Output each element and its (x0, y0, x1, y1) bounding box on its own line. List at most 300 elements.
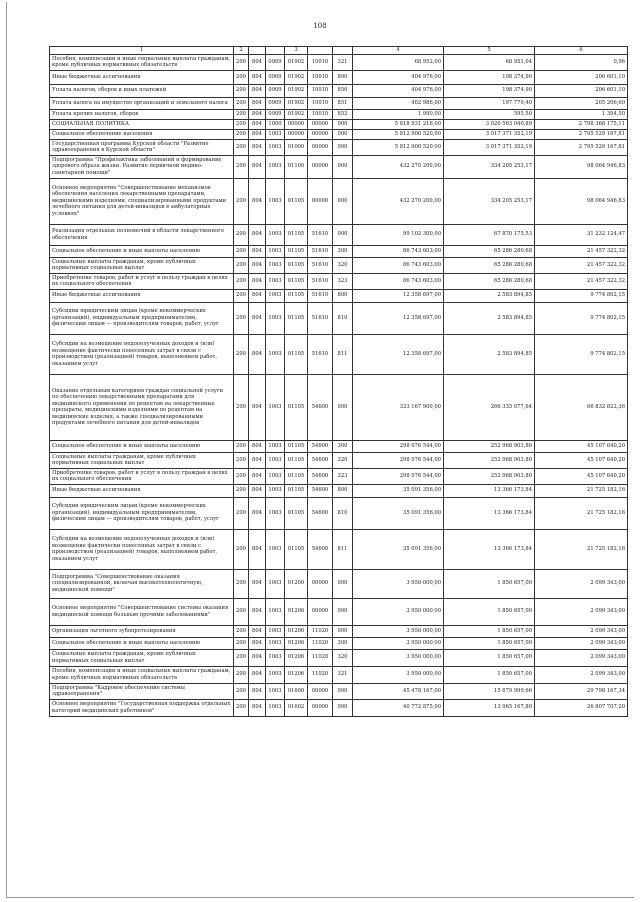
table-row (50, 119, 628, 129)
code-cell: 01105 (285, 289, 308, 302)
planned-amount: 3 950 000,00 (353, 625, 444, 637)
code-cell: 200 (234, 625, 249, 637)
table-row (50, 637, 628, 649)
code-cell: 1003 (266, 699, 285, 716)
planned-amount: 298 076 544,00 (353, 452, 444, 468)
code-cell: 804 (249, 109, 266, 119)
planned-amount: 3 950 000,00 (353, 569, 444, 598)
row-name: Пособия, компенсации и иные социальные выплаты гражданам, кроме публичных нормативных обязательств (50, 54, 234, 70)
remaining-amount: 9 774 802,15 (535, 302, 628, 334)
code-cell: 1003 (266, 257, 285, 273)
code-cell: 51610 (308, 302, 333, 334)
table-row (50, 97, 628, 109)
header-cell: 3 (285, 47, 308, 55)
planned-amount: 3 950 000,00 (353, 649, 444, 666)
code-cell: 1003 (266, 637, 285, 649)
executed-amount: 3 020 563 040,89 (444, 119, 535, 129)
code-cell: 01105 (285, 257, 308, 273)
code-cell: 804 (249, 598, 266, 625)
table-row (50, 139, 628, 155)
planned-amount: 432 270 200,00 (353, 155, 444, 178)
table-row (50, 178, 628, 224)
remaining-amount: 31 232 124,47 (535, 224, 628, 245)
executed-amount: 13 366 173,84 (444, 497, 535, 529)
remaining-amount: 9 774 802,15 (535, 334, 628, 374)
header-cell: 4 (353, 47, 444, 55)
code-cell: 320 (333, 452, 353, 468)
code-cell: 01902 (285, 84, 308, 97)
table-row (50, 529, 628, 569)
row-name: Социальное обеспечение населения (50, 129, 234, 139)
code-cell: 200 (234, 302, 249, 334)
row-name: Субсидии на возмещение недополученных доходов и (или) возмещение фактически понесенных затрат в связи с производством (реализацией) товаров, выполнением работ, оказанием услуг (50, 529, 234, 569)
code-cell: 01902 (285, 54, 308, 70)
remaining-amount: 205 206,60 (535, 97, 628, 109)
executed-amount: 13 366 173,84 (444, 484, 535, 497)
remaining-amount: 0,96 (535, 54, 628, 70)
executed-amount: 65 286 280,68 (444, 245, 535, 257)
remaining-amount: 206 601,10 (535, 70, 628, 84)
code-cell: 804 (249, 468, 266, 484)
row-name: Приобретение товаров, работ и услуг в пользу граждан в целях их социального обеспечения (50, 468, 234, 484)
code-cell: 01206 (285, 637, 308, 649)
code-cell: 000 (333, 569, 353, 598)
code-cell: 0909 (266, 97, 285, 109)
header-cell: 1 (50, 47, 234, 55)
row-name: Социальные выплаты гражданам, кроме публичных нормативных социальных выплат (50, 452, 234, 468)
code-cell: 200 (234, 334, 249, 374)
row-name: Реализация отдельных полномочий в области лекарственного обеспечения (50, 224, 234, 245)
code-cell: 0909 (266, 70, 285, 84)
code-cell: 200 (234, 139, 249, 155)
table-row (50, 109, 628, 119)
code-cell: 01602 (285, 699, 308, 716)
code-cell: 01206 (285, 598, 308, 625)
executed-amount: 1 850 657,00 (444, 637, 535, 649)
code-cell: 200 (234, 97, 249, 109)
planned-amount: 1 990,00 (353, 109, 444, 119)
code-cell: 200 (234, 224, 249, 245)
code-cell: 1003 (266, 649, 285, 666)
code-cell: 200 (234, 178, 249, 224)
code-cell: 01600 (285, 683, 308, 699)
code-cell: 320 (333, 649, 353, 666)
code-cell: 804 (249, 129, 266, 139)
code-cell: 51610 (308, 273, 333, 289)
executed-amount: 13 965 167,80 (444, 699, 535, 716)
code-cell: 54600 (308, 452, 333, 468)
planned-amount: 432 270 200,00 (353, 178, 444, 224)
table-row (50, 70, 628, 84)
row-name: Социальное обеспечение и иные выплаты населению (50, 245, 234, 257)
remaining-amount: 2 795 529 167,81 (535, 129, 628, 139)
table-row (50, 598, 628, 625)
code-cell: 000 (333, 224, 353, 245)
table-row (50, 452, 628, 468)
code-cell: 00000 (308, 683, 333, 699)
code-cell: 01105 (285, 224, 308, 245)
planned-amount: 3 950 000,00 (353, 666, 444, 683)
code-cell: 01206 (285, 625, 308, 637)
code-cell: 1003 (266, 683, 285, 699)
code-cell: 804 (249, 97, 266, 109)
remaining-amount: 21 457 322,32 (535, 245, 628, 257)
code-cell: 200 (234, 257, 249, 273)
code-cell: 1003 (266, 224, 285, 245)
code-cell: 01206 (285, 666, 308, 683)
code-cell: 01902 (285, 97, 308, 109)
code-cell: 01105 (285, 484, 308, 497)
executed-amount: 3 017 371 352,19 (444, 139, 535, 155)
code-cell: 01200 (285, 569, 308, 598)
executed-amount: 65 286 280,68 (444, 273, 535, 289)
executed-amount: 1 850 657,00 (444, 598, 535, 625)
code-cell: 1003 (266, 468, 285, 484)
code-cell: 01105 (285, 302, 308, 334)
code-cell: 804 (249, 497, 266, 529)
table-row (50, 334, 628, 374)
header-cell (308, 47, 333, 55)
code-cell: 200 (234, 452, 249, 468)
planned-amount: 5 812 900 520,00 (353, 129, 444, 139)
code-cell: 1003 (266, 245, 285, 257)
code-cell: 200 (234, 666, 249, 683)
page-left-edge (6, 2, 7, 897)
code-cell: 1003 (266, 569, 285, 598)
code-cell: 1003 (266, 529, 285, 569)
code-cell: 54600 (308, 374, 333, 440)
row-name: Субсидии на возмещение недополученных доходов и (или) возмещение фактически понесенных затрат в связи с производством (реализацией) товаров, выполнением работ, оказанием услуг (50, 334, 234, 374)
planned-amount: 298 076 544,00 (353, 440, 444, 452)
row-name: Подпрограмма "Профилактика заболеваний и формирование здорового образа жизни. Развитие первичной медико-санитарной помощи" (50, 155, 234, 178)
code-cell: 51610 (308, 257, 333, 273)
code-cell: 00000 (308, 598, 333, 625)
header-cell: 2 (234, 47, 249, 55)
code-cell: 804 (249, 374, 266, 440)
code-cell: 1000 (266, 119, 285, 129)
header-cell (333, 47, 353, 55)
code-cell: 00000 (308, 139, 333, 155)
code-cell: 800 (333, 70, 353, 84)
table-row (50, 625, 628, 637)
row-name: Основное мероприятие "Совершенствование механизмов обеспечения населения лекарственными препаратами, медицинскими изделиями, специализированными продуктами лечебного питания для детей-инвалидов в амбулаторных условиях" (50, 178, 234, 224)
row-name: Социальные выплаты гражданам, кроме публичных нормативных социальных выплат (50, 257, 234, 273)
code-cell: 0909 (266, 54, 285, 70)
remaining-amount: 2 798 368 175,11 (535, 119, 628, 129)
code-cell: 000 (333, 598, 353, 625)
executed-amount: 1 850 657,00 (444, 649, 535, 666)
code-cell: 811 (333, 529, 353, 569)
code-cell: 54600 (308, 497, 333, 529)
code-cell: 11020 (308, 649, 333, 666)
planned-amount: 12 358 697,00 (353, 302, 444, 334)
code-cell: 200 (234, 569, 249, 598)
planned-amount: 3 950 000,00 (353, 598, 444, 625)
remaining-amount: 66 832 822,36 (535, 374, 628, 440)
code-cell: 00000 (285, 119, 308, 129)
row-name: Пособия, компенсации и иные социальные выплаты гражданам, кроме публичных нормативных обязательств (50, 666, 234, 683)
code-cell: 1003 (266, 484, 285, 497)
code-cell: 01105 (285, 273, 308, 289)
executed-amount: 266 335 077,64 (444, 374, 535, 440)
executed-amount: 198 374,90 (444, 70, 535, 84)
code-cell: 200 (234, 374, 249, 440)
code-cell: 1003 (266, 129, 285, 139)
code-cell: 10010 (308, 70, 333, 84)
code-cell: 0909 (266, 84, 285, 97)
code-cell: 11020 (308, 637, 333, 649)
table-row (50, 699, 628, 716)
code-cell: 804 (249, 440, 266, 452)
code-cell: 000 (333, 178, 353, 224)
code-cell: 54600 (308, 484, 333, 497)
code-cell: 200 (234, 155, 249, 178)
row-name: Организация льготного зубопротезирования (50, 625, 234, 637)
row-name: Основное мероприятие "Совершенствование системы оказания медицинской помощи больным прочими заболеваниями" (50, 598, 234, 625)
remaining-amount: 26 807 707,20 (535, 699, 628, 716)
row-name: Уплата налогов, сборов и иных платежей (50, 84, 234, 97)
code-cell: 804 (249, 569, 266, 598)
code-cell: 54600 (308, 529, 333, 569)
code-cell: 200 (234, 109, 249, 119)
table-row (50, 245, 628, 257)
code-cell: 01206 (285, 649, 308, 666)
remaining-amount: 21 457 322,32 (535, 257, 628, 273)
planned-amount: 404 976,00 (353, 84, 444, 97)
code-cell: 01902 (285, 70, 308, 84)
code-cell: 1003 (266, 625, 285, 637)
code-cell: 200 (234, 245, 249, 257)
planned-amount: 86 743 603,00 (353, 257, 444, 273)
code-cell: 851 (333, 97, 353, 109)
remaining-amount: 45 107 640,20 (535, 468, 628, 484)
executed-amount: 13 366 173,84 (444, 529, 535, 569)
code-cell: 1003 (266, 155, 285, 178)
code-cell: 1003 (266, 497, 285, 529)
executed-amount: 334 205 253,17 (444, 155, 535, 178)
code-cell: 804 (249, 625, 266, 637)
code-cell: 804 (249, 683, 266, 699)
code-cell: 200 (234, 440, 249, 452)
code-cell: 300 (333, 440, 353, 452)
code-cell: 804 (249, 334, 266, 374)
code-cell: 804 (249, 119, 266, 129)
executed-amount: 1 850 657,00 (444, 625, 535, 637)
code-cell: 804 (249, 302, 266, 334)
code-cell: 810 (333, 497, 353, 529)
row-name: Социальное обеспечение и иные выплаты населению (50, 637, 234, 649)
code-cell: 300 (333, 637, 353, 649)
executed-amount: 2 583 894,85 (444, 289, 535, 302)
code-cell: 804 (249, 155, 266, 178)
code-cell: 1003 (266, 666, 285, 683)
executed-amount: 67 870 175,53 (444, 224, 535, 245)
code-cell: 200 (234, 683, 249, 699)
row-name: Социальное обеспечение и иные выплаты населению (50, 440, 234, 452)
remaining-amount: 1 394,50 (535, 109, 628, 119)
table-row (50, 257, 628, 273)
planned-amount: 5 818 931 216,00 (353, 119, 444, 129)
row-name: Подпрограмма "Совершенствование оказания специализированной, включая высокотехнологичную, медицинской помощи" (50, 569, 234, 598)
remaining-amount: 2 099 343,00 (535, 649, 628, 666)
row-name: Уплата прочих налогов, сборов (50, 109, 234, 119)
code-cell: 852 (333, 109, 353, 119)
code-cell: 51610 (308, 245, 333, 257)
executed-amount: 2 583 894,85 (444, 302, 535, 334)
executed-amount: 1 850 657,00 (444, 666, 535, 683)
code-cell: 321 (333, 666, 353, 683)
code-cell: 00000 (308, 178, 333, 224)
remaining-amount: 2 099 343,00 (535, 666, 628, 683)
code-cell: 00000 (308, 155, 333, 178)
code-cell: 000 (333, 374, 353, 440)
planned-amount: 35 091 356,00 (353, 529, 444, 569)
column-number-row (50, 47, 628, 55)
code-cell: 000 (333, 129, 353, 139)
table-row (50, 129, 628, 139)
header-cell: 5 (444, 47, 535, 55)
executed-amount: 252 968 903,80 (444, 452, 535, 468)
code-cell: 10010 (308, 109, 333, 119)
code-cell: 1003 (266, 302, 285, 334)
code-cell: 54600 (308, 468, 333, 484)
row-name: Приобретение товаров, работ и услуг в пользу граждан в целях их социального обеспечения (50, 273, 234, 289)
table-row (50, 155, 628, 178)
code-cell: 00000 (308, 129, 333, 139)
table-row (50, 54, 628, 70)
code-cell: 01000 (285, 139, 308, 155)
code-cell: 10010 (308, 84, 333, 97)
code-cell: 200 (234, 70, 249, 84)
code-cell: 01902 (285, 109, 308, 119)
table-row (50, 497, 628, 529)
code-cell: 1003 (266, 598, 285, 625)
remaining-amount: 2 099 343,00 (535, 598, 628, 625)
table-row (50, 273, 628, 289)
remaining-amount: 98 064 946,83 (535, 178, 628, 224)
remaining-amount: 206 601,10 (535, 84, 628, 97)
code-cell: 804 (249, 273, 266, 289)
code-cell: 810 (333, 302, 353, 334)
code-cell: 00000 (308, 119, 333, 129)
code-cell: 01105 (285, 440, 308, 452)
code-cell: 000 (333, 683, 353, 699)
planned-amount: 404 976,00 (353, 70, 444, 84)
row-name: Основное мероприятие "Государственная поддержка отдельных категорий медицинских работников" (50, 699, 234, 716)
code-cell: 804 (249, 245, 266, 257)
table-row (50, 484, 628, 497)
table-row (50, 649, 628, 666)
code-cell: 321 (333, 54, 353, 70)
remaining-amount: 21 725 182,16 (535, 497, 628, 529)
header-cell (249, 47, 266, 55)
code-cell: 850 (333, 84, 353, 97)
code-cell: 01105 (285, 452, 308, 468)
code-cell: 323 (333, 273, 353, 289)
remaining-amount: 2 099 343,00 (535, 637, 628, 649)
code-cell: 200 (234, 529, 249, 569)
executed-amount: 595,50 (444, 109, 535, 119)
planned-amount: 86 743 603,00 (353, 245, 444, 257)
code-cell: 11020 (308, 666, 333, 683)
executed-amount: 252 968 903,80 (444, 468, 535, 484)
planned-amount: 99 102 300,00 (353, 224, 444, 245)
code-cell: 1003 (266, 139, 285, 155)
page-bottom-edge (6, 897, 634, 898)
code-cell: 000 (333, 139, 353, 155)
planned-amount: 35 091 356,00 (353, 484, 444, 497)
remaining-amount: 2 099 343,00 (535, 569, 628, 598)
code-cell: 804 (249, 649, 266, 666)
executed-amount: 2 583 894,85 (444, 334, 535, 374)
budget-table (49, 46, 628, 717)
code-cell: 200 (234, 637, 249, 649)
remaining-amount: 45 107 640,20 (535, 440, 628, 452)
table-row (50, 302, 628, 334)
remaining-amount: 2 099 343,00 (535, 625, 628, 637)
code-cell: 01105 (285, 178, 308, 224)
planned-amount: 402 986,00 (353, 97, 444, 109)
row-name: Иные бюджетные ассигнования (50, 289, 234, 302)
table-row (50, 374, 628, 440)
row-name: Субсидии юридическим лицам (кроме некоммерческих организаций), индивидуальным предпринимателям, физическим лицам — производителям товаров, работ, услуг (50, 302, 234, 334)
row-name: Иные бюджетные ассигнования (50, 484, 234, 497)
code-cell: 10010 (308, 97, 333, 109)
page-number: 108 (313, 22, 327, 30)
executed-amount: 15 679 999,66 (444, 683, 535, 699)
planned-amount: 333 167 900,00 (353, 374, 444, 440)
planned-amount: 86 743 603,00 (353, 273, 444, 289)
code-cell: 804 (249, 139, 266, 155)
code-cell: 200 (234, 699, 249, 716)
remaining-amount: 21 725 182,16 (535, 484, 628, 497)
code-cell: 000 (333, 699, 353, 716)
executed-amount: 65 286 280,68 (444, 257, 535, 273)
code-cell: 200 (234, 84, 249, 97)
code-cell: 323 (333, 468, 353, 484)
planned-amount: 40 772 875,00 (353, 699, 444, 716)
code-cell: 811 (333, 334, 353, 374)
code-cell: 804 (249, 54, 266, 70)
executed-amount: 68 951,04 (444, 54, 535, 70)
code-cell: 200 (234, 497, 249, 529)
table-row (50, 569, 628, 598)
code-cell: 200 (234, 598, 249, 625)
code-cell: 01105 (285, 245, 308, 257)
planned-amount: 3 950 000,00 (353, 637, 444, 649)
code-cell: 51610 (308, 289, 333, 302)
executed-amount: 334 205 253,17 (444, 178, 535, 224)
code-cell: 200 (234, 649, 249, 666)
code-cell: 1003 (266, 178, 285, 224)
code-cell: 11020 (308, 625, 333, 637)
code-cell: 804 (249, 257, 266, 273)
row-name: Уплата налога на имущество организаций и земельного налога (50, 97, 234, 109)
code-cell: 54600 (308, 440, 333, 452)
code-cell: 804 (249, 452, 266, 468)
planned-amount: 35 091 356,00 (353, 497, 444, 529)
row-name: СОЦИАЛЬНАЯ ПОЛИТИКА (50, 119, 234, 129)
code-cell: 51610 (308, 334, 333, 374)
code-cell: 1003 (266, 289, 285, 302)
code-cell: 320 (333, 257, 353, 273)
row-name: Социальные выплаты гражданам, кроме публичных нормативных социальных выплат (50, 649, 234, 666)
code-cell: 804 (249, 289, 266, 302)
table-row (50, 666, 628, 683)
code-cell: 804 (249, 699, 266, 716)
code-cell: 300 (333, 245, 353, 257)
code-cell: 804 (249, 666, 266, 683)
